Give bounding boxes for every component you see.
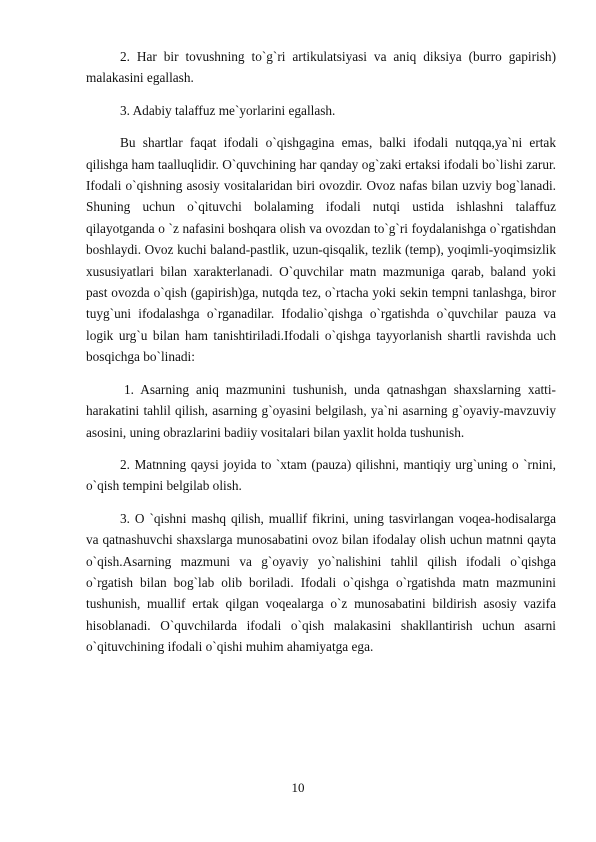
page-number: 10 [291, 780, 305, 795]
paragraph-1: 2. Har bir tovushning to`g`ri artikulatsiyasi va aniq diksiya (burro gapirish) malakasini egallash. [86, 49, 556, 86]
paragraph-2: 3. Adabiy talaffuz me`yorlarini egallash. [120, 102, 336, 118]
paragraph-5: 2. Matnning qaysi joyida to `xtam (pauza) qilishni, mantiqiy urg`uning o `rnini, o`qish tempini belgilab olish. [86, 456, 556, 494]
paragraph-3: Bu shartlar faqat ifodali o`qishgagina emas, balki ifodali nutqqa,ya`ni ertak qilishga ham taalluqlidir. O`quvchining har qanday og`zaki ertaksi ifodali bo`lishi zarur. Ifodali o`qishning asosiy vositalaridan biri ovozdir. Ovoz nafas bilan uzviy bog`lanadi. Shuning uchun o`qituvchi bolalaming ifodali nutqi ustida ishlashni talaffuz qilayotganda o `z nafasini boshqara olish va ovozdan to`g`ri foydalanishga o`rgatishdan boshlaydi. Ovoz kuchi baland-pastlik, uzun-qisqalik, tezlik (temp), yoqimli-yoqimsizlik xususiyatlari bilan xarakterlanadi. O`quvchilar matn mazmuniga qarab, baland yoki past ovozda o`qish (gapirish)ga, nutqda tez, o`rtacha yoki sekin tempni tanlashga, biror tuyg`uni ifodalashga o`rganadilar. Ifodalio`qishga o`rgatishda o`quvchilar pauza va logik urg`u bilan ham tanishtiriladi.Ifodali o`qishga tayyorlanish shartli ravishda uch bosqichga bo`linadi: [86, 135, 556, 365]
document-body [86, 46, 556, 669]
paragraph-6: 3. O `qishni mashq qilish, muallif fikrini, uning tasvirlangan voqea-hodisalarga va qatnashuvchi shaxslarga munosabatini ovoz bilan ifodalay olish uchun matnni qayta o`qish.Asarning mazmuni va g`oyaviy yo`nalishini tahlil qilish ifodali o`qishga o`rgatish bilan bog`lab olib boriladi. Ifodali o`qishga o`rgatishda matn mazmunini tushunish, muallif ertak qilgan voqealarga o`z munosabatini bildirish asosiy vazifa hisoblanadi. O`quvchilarda ifodali o`qish malakasini shakllantirish uchun asarni o`qituvchining ifodali o`qishi muhim ahamiyatga ega. [86, 510, 556, 655]
paragraph-4: 1. Asarning aniq mazmunini tushunish, unda qatnashgan shaxslarning xatti-harakatini tahlil qilish, asarning g`oyasini belgilash, ya`ni asarning g`oyaviy-mavzuviy asosini, uning obrazlarini badiiy vositalari bilan yaxlit holda tushunish. [86, 381, 556, 440]
